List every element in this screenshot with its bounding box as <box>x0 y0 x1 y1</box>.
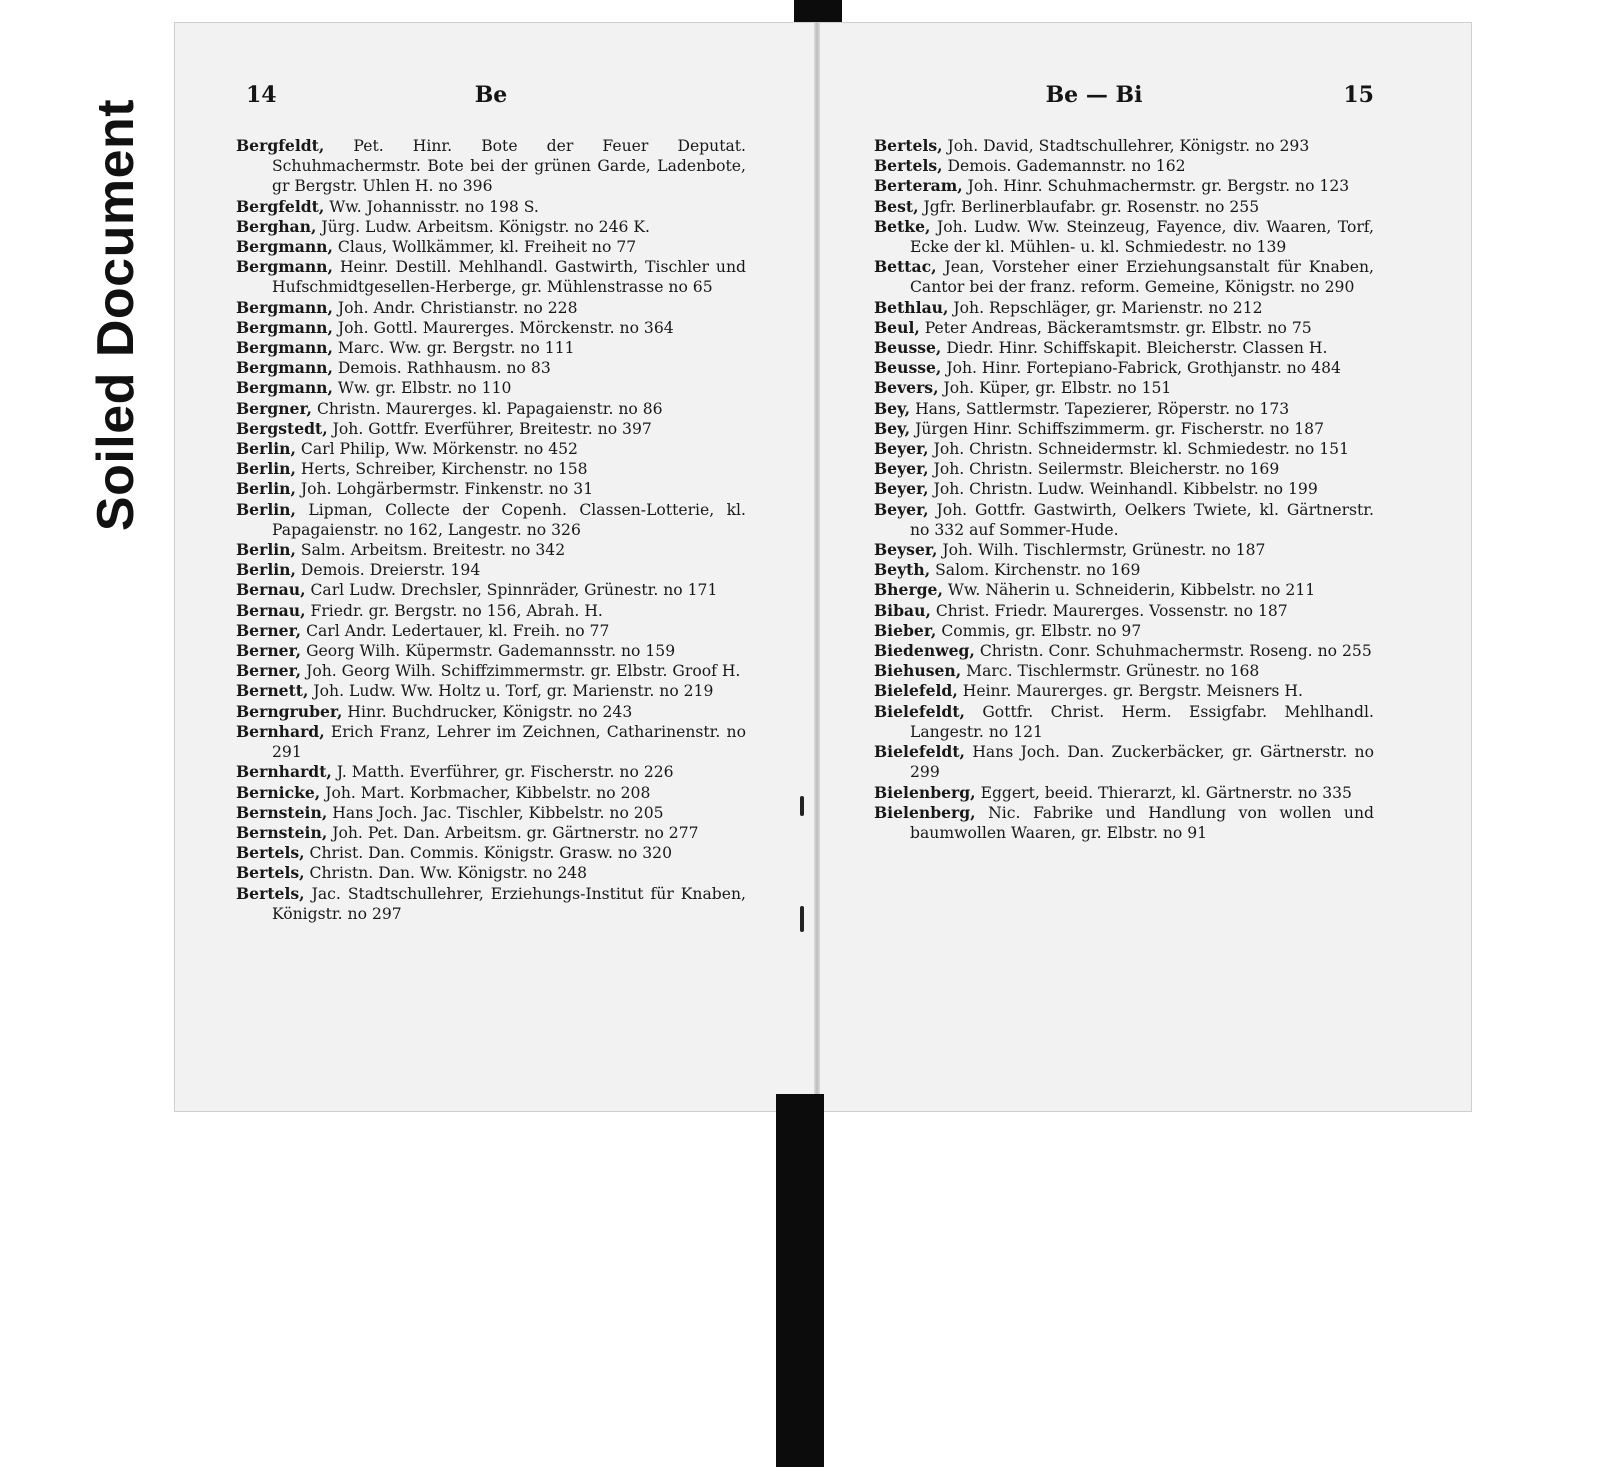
directory-entry <box>874 560 1374 580</box>
directory-entry <box>874 439 1374 459</box>
directory-entry <box>236 399 746 419</box>
entry-details: Joh. Wilh. Tischlermstr, Grünestr. no 187 <box>942 541 1266 560</box>
directory-entry <box>236 884 746 924</box>
directory-entry <box>874 641 1374 661</box>
entry-surname: Bertels, <box>874 156 943 176</box>
entry-details: Carl Andr. Ledertauer, kl. Freih. no 77 <box>306 621 610 640</box>
entry-surname: Bernstein, <box>236 822 328 842</box>
entry-details: Salm. Arbeitsm. Breitestr. no 342 <box>300 541 566 560</box>
directory-entry <box>874 621 1374 641</box>
entry-surname: Bielenberg, <box>874 802 976 822</box>
entry-details: Heinr. Maurerges. gr. Bergstr. Meisners H. <box>962 682 1303 701</box>
entry-surname: Beyth, <box>874 560 931 580</box>
directory-entry <box>236 338 746 358</box>
entry-details: Carl Ludw. Drechsler, Spinnräder, Grünestr. no 171 <box>310 581 718 600</box>
running-head: Be <box>474 82 508 108</box>
directory-entry <box>236 479 746 499</box>
directory-entry <box>236 540 746 560</box>
entry-surname: Berlin, <box>236 540 296 560</box>
entry-surname: Beusse, <box>874 358 942 378</box>
directory-entry <box>874 459 1374 479</box>
directory-entry <box>874 601 1374 621</box>
entry-details: Hans Joch. Dan. Zuckerbäcker, gr. Gärtnerstr. no 299 <box>910 743 1374 782</box>
entry-surname: Beyer, <box>874 439 929 459</box>
book-spread <box>174 22 1472 1112</box>
entry-details: Joh. Pet. Dan. Arbeitsm. gr. Gärtnerstr. no 277 <box>332 823 699 842</box>
directory-entry <box>874 661 1374 681</box>
entry-surname: Bielefeldt, <box>874 742 965 762</box>
directory-entry <box>874 156 1374 176</box>
entry-surname: Bielenberg, <box>874 782 976 802</box>
directory-entry <box>236 560 746 580</box>
entry-details: Claus, Wollkämmer, kl. Freiheit no 77 <box>337 238 637 257</box>
entry-details: Peter Andreas, Bäckeramtsmstr. gr. Elbstr. no 75 <box>924 318 1312 337</box>
entry-details: Joh. Küper, gr. Elbstr. no 151 <box>943 379 1172 398</box>
page-header <box>236 82 746 122</box>
entry-details: Marc. Tischlermstr. Grünestr. no 168 <box>966 662 1260 681</box>
entry-details: Christ. Friedr. Maurerges. Vossenstr. no 187 <box>935 601 1288 620</box>
entry-details: Ww. Johannisstr. no 198 S. <box>329 197 539 216</box>
entry-surname: Berlin, <box>236 560 296 580</box>
entry-details: Joh. Mart. Korbmacher, Kibbelstr. no 208 <box>325 783 651 802</box>
entry-surname: Bertels, <box>236 843 305 863</box>
entry-details: Christn. Dan. Ww. Königstr. no 248 <box>309 864 588 883</box>
entry-details: Ww. gr. Elbstr. no 110 <box>337 379 512 398</box>
entry-surname: Bey, <box>874 398 911 418</box>
entry-details: Demois. Dreierstr. 194 <box>300 561 481 580</box>
directory-entry <box>874 378 1374 398</box>
gutter-mark <box>800 906 804 932</box>
directory-entry <box>236 500 746 540</box>
entry-surname: Bergmann, <box>236 338 333 358</box>
directory-entry <box>236 783 746 803</box>
page-number: 14 <box>246 82 277 108</box>
directory-entry <box>236 378 746 398</box>
entry-surname: Berlin, <box>236 479 296 499</box>
entry-surname: Bielefeld, <box>874 681 958 701</box>
entry-list <box>874 136 1374 843</box>
entry-surname: Beyser, <box>874 540 938 560</box>
directory-entry <box>874 479 1374 499</box>
directory-entry <box>236 863 746 883</box>
soiled-document-stamp: Soiled Document <box>87 98 145 532</box>
entry-surname: Berlin, <box>236 439 296 459</box>
entry-surname: Berghan, <box>236 216 317 236</box>
binding-tape-bottom <box>776 1094 824 1467</box>
directory-entry <box>874 540 1374 560</box>
entry-surname: Bergmann, <box>236 237 333 257</box>
entry-details: Joh. Lohgärbermstr. Finkenstr. no 31 <box>300 480 594 499</box>
entry-details: Joh. Christn. Seilermstr. Bleicherstr. no 169 <box>933 460 1280 479</box>
entry-surname: Bernhardt, <box>236 762 332 782</box>
entry-details: Joh. David, Stadtschullehrer, Königstr. no 293 <box>947 137 1310 155</box>
directory-entry <box>236 803 746 823</box>
entry-details: Hans, Sattlermstr. Tapezierer, Röperstr. no 173 <box>915 399 1290 418</box>
directory-entry <box>874 803 1374 843</box>
entry-details: Erich Franz, Lehrer im Zeichnen, Catharinenstr. no 291 <box>272 722 746 762</box>
entry-surname: Berner, <box>236 661 302 681</box>
entry-details: Joh. Hinr. Fortepiano-Fabrick, Grothjanstr. no 484 <box>946 359 1341 378</box>
entry-details: Jürgen Hinr. Schiffszimmerm. gr. Fischerstr. no 187 <box>915 419 1324 438</box>
entry-details: Joh. Georg Wilh. Schiffzimmermstr. gr. Elbstr. Groof H. <box>306 662 741 681</box>
directory-entry <box>236 661 746 681</box>
directory-entry <box>874 742 1374 782</box>
entry-surname: Bethlau, <box>874 297 949 317</box>
entry-details: Joh. Andr. Christianstr. no 228 <box>337 298 578 317</box>
page-header <box>874 82 1374 122</box>
entry-details: Hinr. Buchdrucker, Königstr. no 243 <box>347 702 633 721</box>
entry-surname: Bernau, <box>236 600 306 620</box>
entry-details: Christ. Dan. Commis. Königstr. Grasw. no 320 <box>309 844 673 863</box>
directory-entry <box>236 237 746 257</box>
entry-surname: Bernstein, <box>236 802 328 822</box>
directory-entry <box>236 459 746 479</box>
entry-surname: Beyer, <box>874 479 929 499</box>
directory-entry <box>874 176 1374 196</box>
directory-entry <box>236 681 746 701</box>
entry-surname: Bertels, <box>874 136 943 155</box>
entry-details: Joh. Ludw. Ww. Holtz u. Torf, gr. Marienstr. no 219 <box>313 682 714 701</box>
entry-surname: Bibau, <box>874 600 931 620</box>
entry-details: Pet. Hinr. Bote der Feuer Deputat. Schuhmachermstr. Bote bei der grünen Garde, Ladenbote, gr Bergstr. Uhlen H. no 396 <box>272 137 746 196</box>
directory-entry <box>874 500 1374 540</box>
entry-details: J. Matth. Everführer, gr. Fischerstr. no 226 <box>336 763 674 782</box>
entry-surname: Biehusen, <box>874 661 962 681</box>
directory-entry <box>236 197 746 217</box>
directory-entry <box>874 338 1374 358</box>
entry-details: Lipman, Collecte der Copenh. Classen-Lotterie, kl. Papagaienstr. no 162, Langestr. no 326 <box>272 500 746 539</box>
entry-details: Friedr. gr. Bergstr. no 156, Abrah. H. <box>310 601 603 620</box>
entry-surname: Bernau, <box>236 580 306 600</box>
entry-details: Joh. Christn. Ludw. Weinhandl. Kibbelstr. no 199 <box>933 480 1318 499</box>
entry-surname: Bergmann, <box>236 257 333 277</box>
entry-details: Jean, Vorsteher einer Erziehungsanstalt für Knaben, Cantor bei der franz. reform. Gemeine, Königstr. no 290 <box>910 258 1374 297</box>
entry-details: Hans Joch. Jac. Tischler, Kibbelstr. no 205 <box>332 803 664 822</box>
directory-entry <box>236 580 746 600</box>
entry-surname: Bevers, <box>874 378 939 398</box>
directory-entry <box>236 419 746 439</box>
entry-surname: Bergfeldt, <box>236 196 325 216</box>
entry-surname: Berngruber, <box>236 701 343 721</box>
directory-entry <box>236 217 746 237</box>
right-page <box>874 22 1374 1112</box>
entry-surname: Bergmann, <box>236 317 333 337</box>
directory-entry <box>236 136 746 197</box>
entry-surname: Bergmann, <box>236 378 333 398</box>
entry-details: Demois. Gademannstr. no 162 <box>947 157 1186 176</box>
entry-surname: Berteram, <box>874 176 963 196</box>
entry-details: Jürg. Ludw. Arbeitsm. Königstr. no 246 K. <box>321 217 650 236</box>
directory-entry <box>236 843 746 863</box>
directory-entry <box>874 136 1374 156</box>
page-number: 15 <box>1343 82 1374 108</box>
directory-entry <box>874 298 1374 318</box>
entry-surname: Bernhard, <box>236 721 325 741</box>
entry-surname: Bergstedt, <box>236 418 328 438</box>
entry-details: Joh. Repschläger, gr. Marienstr. no 212 <box>953 298 1263 317</box>
entry-details: Joh. Ludw. Ww. Steinzeug, Fayence, div. Waaren, Torf, Ecke der kl. Mühlen- u. kl. Schmiedestr. no 139 <box>910 217 1374 257</box>
entry-details: Commis, gr. Elbstr. no 97 <box>941 621 1142 640</box>
entry-surname: Bettac, <box>874 257 937 277</box>
entry-list <box>236 136 746 924</box>
entry-details: Joh. Gottfr. Gastwirth, Oelkers Twiete, kl. Gärtnerstr. no 332 auf Sommer-Hude. <box>910 500 1374 539</box>
directory-entry <box>236 823 746 843</box>
entry-surname: Bergner, <box>236 398 312 418</box>
directory-entry <box>874 197 1374 217</box>
directory-entry <box>236 358 746 378</box>
directory-entry <box>874 257 1374 297</box>
entry-details: Joh. Gottl. Maurerges. Mörckenstr. no 364 <box>337 318 674 337</box>
entry-surname: Bielefeldt, <box>874 701 965 721</box>
entry-details: Eggert, beeid. Thierarzt, kl. Gärtnerstr. no 335 <box>980 783 1352 802</box>
entry-surname: Biedenweg, <box>874 641 975 661</box>
directory-entry <box>874 318 1374 338</box>
entry-surname: Bherge, <box>874 580 943 600</box>
entry-surname: Bertels, <box>236 883 305 903</box>
entry-surname: Bergmann, <box>236 297 333 317</box>
directory-entry <box>874 783 1374 803</box>
directory-entry <box>236 318 746 338</box>
book-gutter <box>814 22 820 1112</box>
entry-surname: Bernicke, <box>236 782 321 802</box>
directory-entry <box>236 298 746 318</box>
entry-details: Ww. Näherin u. Schneiderin, Kibbelstr. no 211 <box>947 581 1316 600</box>
directory-entry <box>874 217 1374 257</box>
entry-surname: Beusse, <box>874 338 942 358</box>
entry-details: Heinr. Destill. Mehlhandl. Gastwirth, Tischler und Hufschmidtgesellen-Herberge, gr. Mühlenstrasse no 65 <box>272 258 746 297</box>
directory-entry <box>874 399 1374 419</box>
entry-surname: Bergfeldt, <box>236 136 325 155</box>
entry-details: Gottfr. Christ. Herm. Essigfabr. Mehlhandl. Langestr. no 121 <box>910 702 1374 741</box>
entry-details: Carl Philip, Ww. Mörkenstr. no 452 <box>300 440 578 459</box>
directory-entry <box>874 358 1374 378</box>
entry-details: Christn. Maurerges. kl. Papagaienstr. no 86 <box>316 399 663 418</box>
entry-details: Diedr. Hinr. Schiffskapit. Bleicherstr. Classen H. <box>946 339 1328 358</box>
entry-details: Demois. Rathhausm. no 83 <box>337 359 551 378</box>
entry-details: Jac. Stadtschullehrer, Erziehungs-Institut für Knaben, Königstr. no 297 <box>272 884 746 923</box>
directory-entry <box>236 601 746 621</box>
entry-surname: Bertels, <box>236 863 305 883</box>
entry-surname: Betke, <box>874 216 931 236</box>
entry-details: Herts, Schreiber, Kirchenstr. no 158 <box>300 460 588 479</box>
entry-surname: Bey, <box>874 418 911 438</box>
entry-surname: Best, <box>874 196 919 216</box>
directory-entry <box>236 702 746 722</box>
entry-surname: Bieber, <box>874 620 937 640</box>
gutter-mark <box>800 796 804 816</box>
entry-details: Christn. Conr. Schuhmachermstr. Roseng. no 255 <box>979 642 1372 661</box>
directory-entry <box>236 439 746 459</box>
directory-entry <box>874 580 1374 600</box>
entry-details: Nic. Fabrike und Handlung von wollen und baumwollen Waaren, gr. Elbstr. no 91 <box>910 803 1374 842</box>
entry-surname: Bergmann, <box>236 358 333 378</box>
directory-entry <box>236 762 746 782</box>
entry-surname: Berner, <box>236 641 302 661</box>
directory-entry <box>236 621 746 641</box>
left-page <box>236 22 746 1112</box>
entry-details: Marc. Ww. gr. Bergstr. no 111 <box>337 339 575 358</box>
running-head: Be — Bi <box>1045 82 1143 108</box>
directory-entry <box>874 681 1374 701</box>
entry-details: Georg Wilh. Küpermstr. Gademannsstr. no 159 <box>306 642 676 661</box>
directory-entry <box>236 641 746 661</box>
entry-surname: Bernett, <box>236 681 309 701</box>
entry-surname: Beyer, <box>874 499 929 519</box>
entry-details: Joh. Hinr. Schuhmachermstr. gr. Bergstr. no 123 <box>967 177 1350 196</box>
directory-entry <box>236 257 746 297</box>
entry-surname: Berner, <box>236 620 302 640</box>
directory-entry <box>236 722 746 762</box>
entry-surname: Berlin, <box>236 499 296 519</box>
directory-entry <box>874 419 1374 439</box>
entry-details: Joh. Christn. Schneidermstr. kl. Schmiedestr. no 151 <box>933 440 1349 459</box>
entry-surname: Berlin, <box>236 459 296 479</box>
entry-details: Joh. Gottfr. Everführer, Breitestr. no 397 <box>332 419 652 438</box>
entry-details: Jgfr. Berlinerblaufabr. gr. Rosenstr. no 255 <box>923 197 1260 216</box>
binding-tape-top <box>794 0 842 22</box>
entry-surname: Beyer, <box>874 459 929 479</box>
entry-details: Salom. Kirchenstr. no 169 <box>935 561 1141 580</box>
directory-entry <box>874 702 1374 742</box>
entry-surname: Beul, <box>874 317 920 337</box>
